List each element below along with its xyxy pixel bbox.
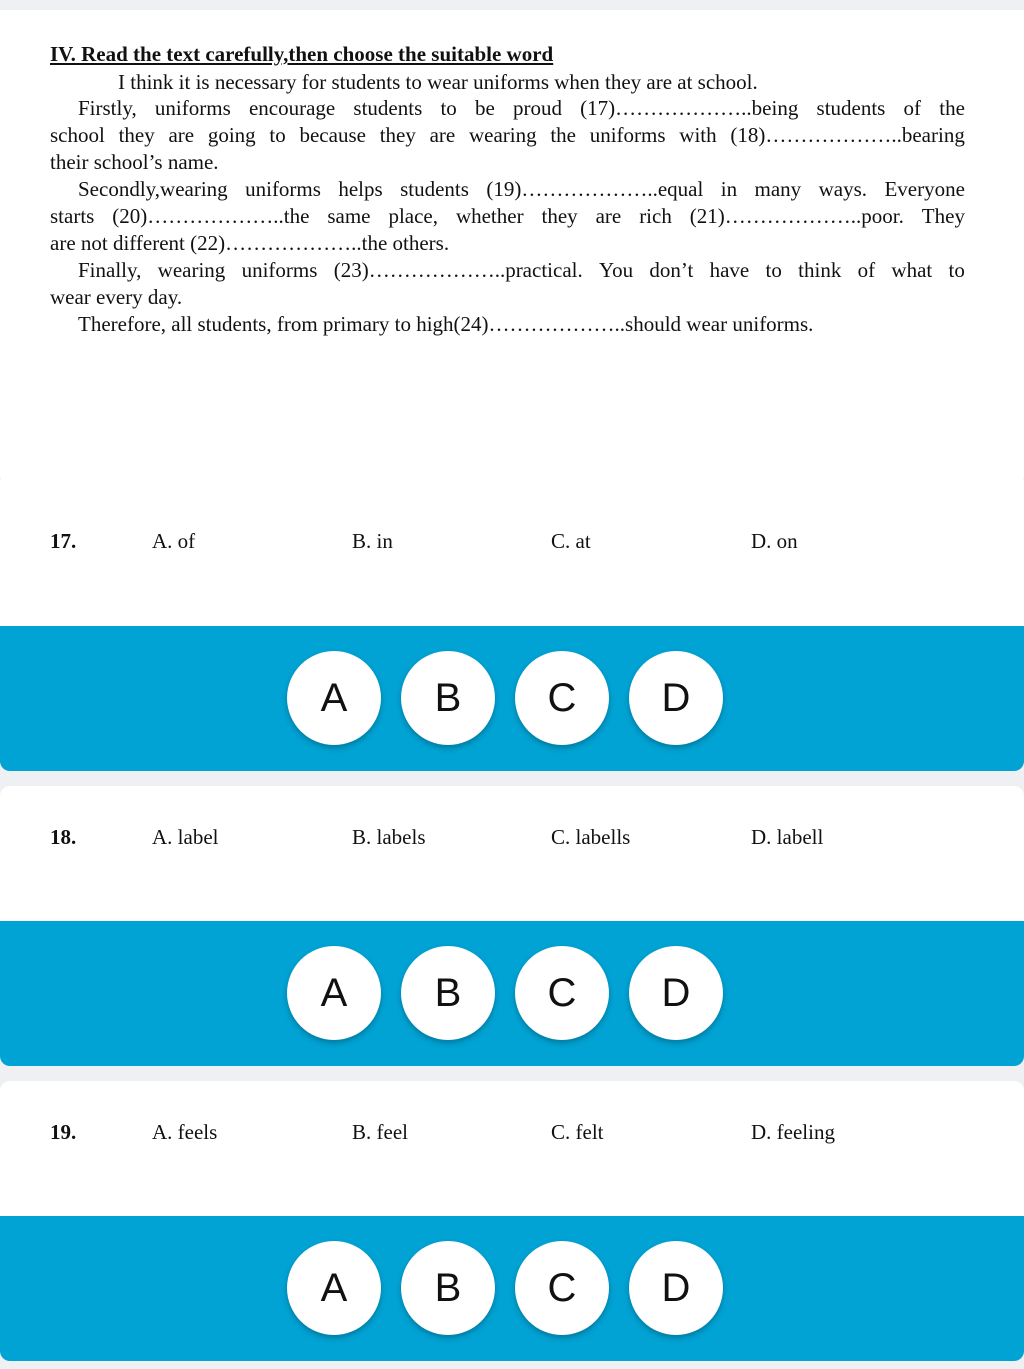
passage-line-4: their school’s name. (50, 150, 219, 174)
question-17-answer-bar (0, 626, 1024, 771)
question-18-option-c: C. labells (551, 825, 631, 849)
passage-card (0, 10, 1024, 485)
question-18-answer-bar (0, 921, 1024, 1066)
question-17-option-c-label: C. at (551, 529, 591, 553)
question-19-card (0, 1081, 1024, 1216)
passage-line-2: Firstly, uniforms encourage students to be proud (17)………………..being students of the (78, 96, 965, 120)
question-19-option-a: A. feels (152, 1120, 218, 1144)
question-17-answer-d-button[interactable]: D (629, 651, 723, 745)
question-19-answer-bar (0, 1216, 1024, 1361)
question-18-answer-d-button[interactable]: D (629, 946, 723, 1040)
question-17-answer-c-button[interactable]: C (515, 651, 609, 745)
question-17-number-label: 17. (50, 529, 77, 553)
section-title: IV. Read the text carefully,then choose the suitable word (50, 42, 554, 66)
question-19-number: 19. (50, 1120, 77, 1144)
question-18-answer-b-button[interactable]: B (401, 946, 495, 1040)
question-17-card (0, 480, 1024, 626)
question-19-option-c: C. felt (551, 1120, 604, 1144)
passage-line-3: school they are going to because they are wearing the uniforms with (18)………………..bearing (50, 123, 965, 147)
passage-line-8: Finally, wearing uniforms (23)………………..practical. You don’t have to think of what to (78, 258, 965, 282)
question-17-option-b-label: B. in (352, 529, 393, 553)
passage-line-9: wear every day. (50, 285, 183, 309)
question-18-option-a: A. label (152, 825, 219, 849)
question-19-answer-d-button[interactable]: D (629, 1241, 723, 1335)
question-19-answer-c-button[interactable]: C (515, 1241, 609, 1335)
passage-line-5: Secondly,wearing uniforms helps students (19)………………..equal in many ways. Everyone (78, 177, 965, 201)
question-19-answer-a-button[interactable]: A (287, 1241, 381, 1335)
question-19-answer-b-button[interactable]: B (401, 1241, 495, 1335)
passage-line-7: are not different (22)………………..the others. (50, 231, 450, 255)
question-18-option-b: B. labels (352, 825, 426, 849)
question-19-option-b: B. feel (352, 1120, 408, 1144)
question-18-option-d: D. labell (751, 825, 824, 849)
question-18-answer-a-button[interactable]: A (287, 946, 381, 1040)
question-18-card (0, 786, 1024, 921)
passage-line-10: Therefore, all students, from primary to high(24)………………..should wear uniforms. (78, 312, 814, 336)
passage-line-6: starts (20)………………..the same place, whether they are rich (21)………………..poor. They (50, 204, 965, 228)
question-18-number: 18. (50, 825, 77, 849)
question-17-option-a-label: A. of (152, 529, 196, 553)
passage-line-1: I think it is necessary for students to wear uniforms when they are at school. (118, 70, 758, 94)
question-19-option-d: D. feeling (751, 1120, 835, 1144)
question-18-answer-c-button[interactable]: C (515, 946, 609, 1040)
question-17-option-d-label: D. on (751, 529, 798, 553)
question-17-answer-a-button[interactable]: A (287, 651, 381, 745)
question-17-answer-b-button[interactable]: B (401, 651, 495, 745)
